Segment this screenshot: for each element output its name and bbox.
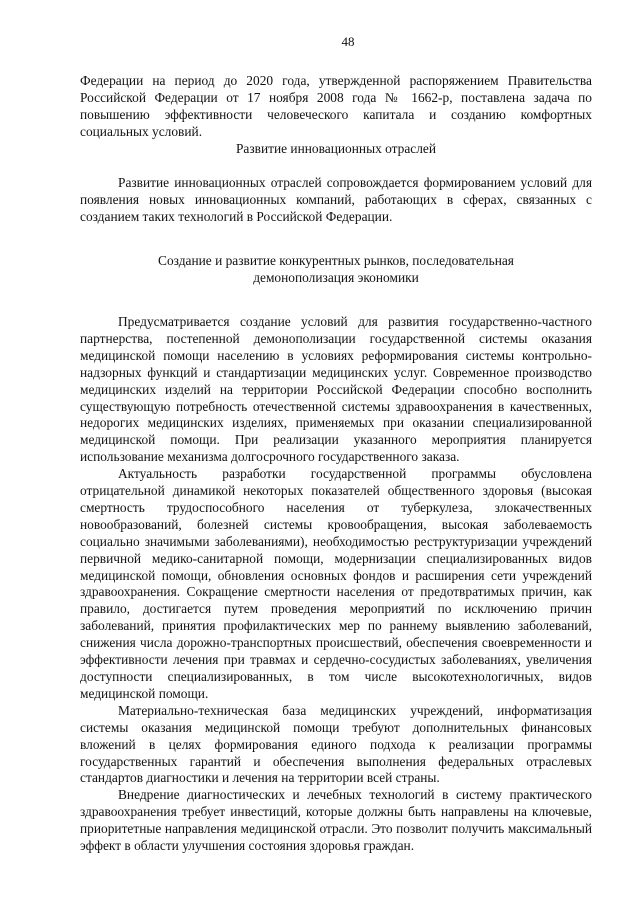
paragraph-continued: Федерации на период до 2020 года, утвержденной распоряжением Правительства Российской Федерации от 17 ноября 2008 года № 1662-р, поставлена задача по повышению эффективности человеческого капитала и созданию комфортных социальных условий. — [80, 72, 592, 139]
section-heading-competition-line2: демонополизация экономики — [253, 270, 419, 286]
paragraph-innovation: Развитие инновационных отраслей сопровождается формированием условий для появления новых инновационных компаний, работающих в сферах, связанных с созданием таких технологий в Российской Федерации. — [80, 175, 592, 225]
section-heading-innovation: Развитие инновационных отраслей — [235, 140, 437, 156]
section-heading-competition — [80, 253, 592, 287]
page-number: 48 — [341, 34, 355, 49]
section-heading-competition-line1: Создание и развитие конкурентных рынков, последовательная — [158, 253, 514, 269]
paragraph-material-base: Материально-техническая база медицинских учреждений, информатизация системы оказания медицинской помощи требуют дополнительных финансовых вложений в целях формирования единого подхода к реализации программы государственных гарантий и обеспечения выполнения федеральных отраслевых стандартов диагностики и лечения на территории всей страны. — [80, 702, 592, 786]
paragraph-relevance: Актуальность разработки государственной программы обусловлена отрицательной динамикой некоторых показателей общественного здоровья (высокая смертность трудоспособного населения от туберкулеза, злокачественных новообразований, болезней системы кровообращения, высокая заболеваемость социально значимыми заболеваниями), необходимостью реструктуризации учреждений первичной медико-санитарной помощи, модернизации специализированных видов медицинской помощи, обновления основных фондов и расширения сети учреждений здравоохранения. Сокращение смертности населения от предотвратимых причин, как правило, достигается путем проведения мероприятий по исключению причин заболеваний, принятия профилактических мер по раннему выявлению заболеваний, снижения числа дорожно-транспортных происшествий, обеспечения своевременности и эффективности лечения при травмах и сердечно-сосудистых заболеваниях, увеличения доступности специализированных, в том числе высокотехнологичных, видов медицинской помощи. — [80, 466, 592, 701]
paragraph-partnership: Предусматривается создание условий для развития государственно-частного партнерства, постепенной демонополизации государственной системы оказания медицинской помощи населению в условиях реформирования системы контрольно-надзорных функций и стандартизации медицинских услуг. Современное производство медицинских изделий на территории Российской Федерации способно восполнить существующую потребность отечественной системы здравоохранения в качественных, недорогих медицинских изделиях, применяемых при оказании специализированной медицинской помощи. При реализации указанного мероприятия планируется использование механизма долгосрочного государственного заказа. — [80, 313, 592, 465]
paragraph-technologies: Внедрение диагностических и лечебных технологий в систему практического здравоохранения требует инвестиций, которые должны быть направлены на ключевые, приоритетные направления медицинской отрасли. Это позволит получить максимальный эффект в области улучшения состояния здоровья граждан. — [80, 787, 592, 854]
